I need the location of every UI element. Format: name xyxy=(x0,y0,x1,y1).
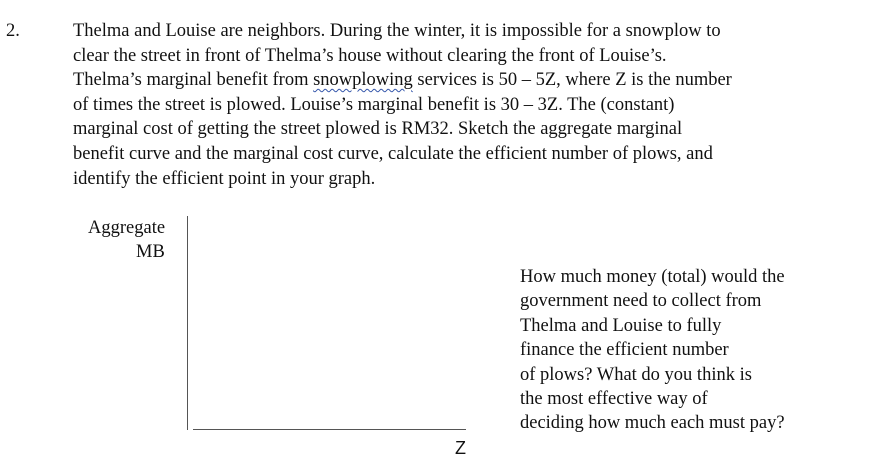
x-axis-label: Z xyxy=(455,438,466,458)
question-line-3-end: services is 50 – 5Z, where Z is the number xyxy=(412,70,732,91)
y-axis-line xyxy=(187,216,188,430)
question-line-2: clear the street in front of Thelma’s house without clearing the front of Louise’s. xyxy=(73,45,667,66)
followup-line-6: the most effective way of xyxy=(520,389,708,410)
x-axis-line xyxy=(193,429,466,430)
question-line-4: of times the street is plowed. Louise’s marginal benefit is 30 – 3Z. The (constant) xyxy=(73,94,675,115)
question-line-7: identify the efficient point in your graph. xyxy=(73,168,376,189)
question-line-5: marginal cost of getting the street plowed is RM32. Sketch the aggregate marginal xyxy=(73,119,683,140)
followup-line-2: government need to collect from xyxy=(520,291,762,312)
question-number: 2. xyxy=(6,21,20,41)
question-line-3-start: Thelma’s marginal benefit from xyxy=(73,70,314,91)
y-axis-label-mb: MB xyxy=(136,242,165,262)
followup-question xyxy=(520,265,885,436)
y-axis-label-aggregate: Aggregate xyxy=(88,218,166,238)
followup-line-7: deciding how much each must pay? xyxy=(520,413,785,434)
followup-line-4: finance the efficient number xyxy=(520,340,729,361)
question-line-1: Thelma and Louise are neighbors. During the winter, it is impossible for a snowplow to xyxy=(73,21,721,41)
question-line-3 xyxy=(73,68,883,93)
spellcheck-flagged-word: snowplowing xyxy=(313,70,413,91)
question-line-6: benefit curve and the marginal cost curve, calculate the efficient number of plows, and xyxy=(73,143,713,164)
question-text xyxy=(73,19,883,191)
followup-line-5: of plows? What do you think is xyxy=(520,364,752,385)
followup-line-3: Thelma and Louise to fully xyxy=(520,315,722,336)
followup-line-1: How much money (total) would the xyxy=(520,267,785,287)
